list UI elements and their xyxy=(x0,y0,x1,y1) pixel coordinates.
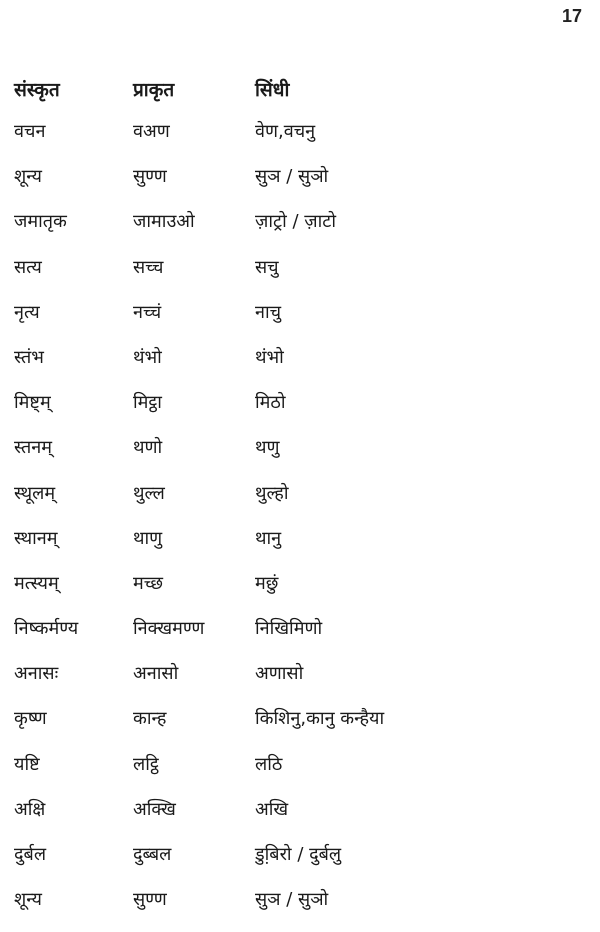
cell-sindhi: सुञ / सुञो xyxy=(255,166,329,188)
cell-sindhi: सचु xyxy=(255,256,279,278)
cell-sanskrit: स्तंभ xyxy=(14,346,44,368)
cell-prakrit: वअण xyxy=(133,121,170,142)
header-sanskrit: संस्कृत xyxy=(14,79,60,101)
table-row xyxy=(0,660,600,705)
cell-prakrit: लट्ठि xyxy=(133,753,159,775)
cell-sanskrit: अनासः xyxy=(14,663,59,685)
cell-sanskrit: नृत्य xyxy=(14,301,40,323)
cell-sanskrit: मिष्ट्म् xyxy=(14,392,51,414)
cell-prakrit: सुण्ण xyxy=(133,889,167,911)
cell-sindhi: थंभो xyxy=(255,346,284,368)
cell-sindhi: अखि xyxy=(255,798,289,820)
cell-prakrit: जामाउओ xyxy=(133,211,195,233)
cell-sanskrit: स्थानम् xyxy=(14,527,58,549)
cell-sindhi: थणु xyxy=(255,437,280,459)
cell-sanskrit: जमातृक xyxy=(14,211,67,233)
table-row xyxy=(0,118,600,163)
table-row xyxy=(0,705,600,750)
cell-sanskrit: स्तनम् xyxy=(14,437,53,459)
table-body xyxy=(0,118,600,931)
cell-prakrit: दुब्बल xyxy=(133,844,172,865)
cell-prakrit: मिट्ठा xyxy=(133,392,162,414)
table-row xyxy=(0,570,600,615)
table-row xyxy=(0,525,600,570)
header-prakrit: प्राकृत xyxy=(133,79,175,101)
cell-sindhi: नाचु xyxy=(255,301,282,323)
cell-prakrit: थाणु xyxy=(133,527,163,549)
cell-prakrit: अनासो xyxy=(133,663,179,685)
cell-sanskrit: मत्स्यम् xyxy=(14,572,59,594)
cell-sanskrit: शून्य xyxy=(14,889,42,911)
cell-prakrit: थणो xyxy=(133,437,163,459)
cell-sindhi: डुबि़रो / दुर्बलु xyxy=(255,844,342,865)
cell-sanskrit: यष्टि xyxy=(14,753,40,775)
table-row xyxy=(0,434,600,479)
table-row xyxy=(0,299,600,344)
cell-prakrit: मच्छ xyxy=(133,572,164,594)
cell-prakrit: निक्खमण्ण xyxy=(133,618,205,640)
table-row xyxy=(0,480,600,525)
cell-sindhi: थानु xyxy=(255,527,282,549)
cell-sanskrit: स्थूलम् xyxy=(14,482,56,504)
table-header-row xyxy=(0,76,600,118)
table-row xyxy=(0,841,600,886)
table-row xyxy=(0,796,600,841)
cell-sanskrit: शून्य xyxy=(14,166,42,188)
word-comparison-table xyxy=(0,76,600,931)
cell-sindhi: वेण,वचनु xyxy=(255,121,316,142)
cell-sindhi: लठि xyxy=(255,753,283,775)
cell-sindhi: थुल्हो xyxy=(255,482,289,504)
page-number: 17 xyxy=(561,6,582,26)
table-row xyxy=(0,344,600,389)
cell-sindhi: ज़ाट्रो / ज़ाटो xyxy=(255,211,337,233)
cell-sindhi: निखिमिणो xyxy=(255,618,323,640)
cell-prakrit: अक्खि xyxy=(133,798,176,820)
cell-prakrit: थंभो xyxy=(133,346,162,368)
cell-sindhi: मिठो xyxy=(255,392,286,414)
cell-sanskrit: सत्य xyxy=(14,256,42,278)
table-row xyxy=(0,886,600,931)
cell-sindhi: किशिनु,कानु कन्हैया xyxy=(255,708,385,730)
cell-sanskrit: वचन xyxy=(14,121,46,142)
cell-sanskrit: निष्कर्मण्य xyxy=(14,618,79,640)
table-row xyxy=(0,254,600,299)
cell-sanskrit: दुर्बल xyxy=(14,844,47,865)
cell-sindhi: मछुं xyxy=(255,572,279,594)
table-row xyxy=(0,751,600,796)
cell-prakrit: नच्चं xyxy=(133,301,162,323)
cell-prakrit: सच्च xyxy=(133,256,164,278)
cell-sanskrit: अक्षि xyxy=(14,798,46,820)
cell-sindhi: अणासो xyxy=(255,663,304,685)
table-row xyxy=(0,163,600,208)
table-row xyxy=(0,389,600,434)
table-row xyxy=(0,208,600,253)
cell-prakrit: कान्ह xyxy=(133,708,167,730)
header-sindhi: सिंधी xyxy=(255,79,290,101)
cell-sanskrit: कृष्ण xyxy=(14,708,47,730)
table-row xyxy=(0,615,600,660)
cell-prakrit: थुल्ल xyxy=(133,482,165,504)
cell-prakrit: सुण्ण xyxy=(133,166,167,188)
cell-sindhi: सुञ / सुञो xyxy=(255,889,329,911)
